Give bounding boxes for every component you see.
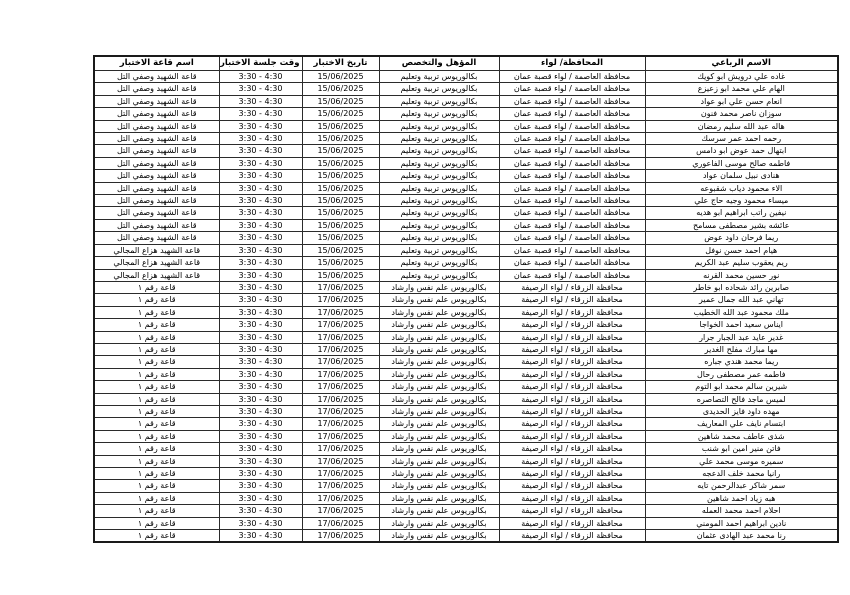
cell-full-name: سميره موسى محمد علي [645, 455, 838, 467]
cell-exam-date: 17/06/2025 [302, 405, 379, 417]
cell-full-name: صابرين رائد شحاده ابو خاطر [645, 281, 838, 293]
cell-qualification: بكالوريوس تربية وتعليم [379, 257, 499, 269]
cell-full-name: هبه زياد احمد شاهين [645, 492, 838, 504]
cell-full-name: الاء محمود دياب شقبوعه [645, 182, 838, 194]
cell-exam-hall: قاعة الشهيد وصفي التل [94, 133, 219, 145]
table-row [94, 120, 838, 132]
table-row [94, 331, 838, 343]
table-row [94, 257, 838, 269]
cell-full-name: ابتهال حمد عوض ابو دامس [645, 145, 838, 157]
cell-qualification: بكالوريوس تربية وتعليم [379, 170, 499, 182]
cell-exam-date: 15/06/2025 [302, 269, 379, 281]
cell-exam-date: 17/06/2025 [302, 468, 379, 480]
cell-full-name: غاده علي درويش ابو كويك [645, 71, 838, 83]
cell-governorate: محافظة الزرقاء / لواء الرصيفة [499, 319, 645, 331]
table-row [94, 480, 838, 492]
cell-full-name: ايناس سعيد احمد الخواجا [645, 319, 838, 331]
table-row [94, 443, 838, 455]
table-row [94, 418, 838, 430]
cell-exam-hall: قاعة رقم ١ [94, 343, 219, 355]
cell-exam-hall: قاعة رقم ١ [94, 368, 219, 380]
cell-exam-time: 3:30 - 4:30 [219, 232, 302, 244]
cell-exam-time: 3:30 - 4:30 [219, 207, 302, 219]
cell-qualification: بكالوريوس علم نفس وارشاد [379, 492, 499, 504]
table-row [94, 306, 838, 318]
cell-full-name: ريما فرحان داود عوض [645, 232, 838, 244]
cell-exam-date: 15/06/2025 [302, 120, 379, 132]
cell-qualification: بكالوريوس علم نفس وارشاد [379, 319, 499, 331]
cell-exam-time: 3:30 - 4:30 [219, 95, 302, 107]
cell-qualification: بكالوريوس علم نفس وارشاد [379, 430, 499, 442]
cell-exam-hall: قاعة رقم ١ [94, 281, 219, 293]
cell-full-name: لميس ماجد فالح التصاصره [645, 393, 838, 405]
cell-qualification: بكالوريوس علم نفس وارشاد [379, 443, 499, 455]
table-row [94, 108, 838, 120]
cell-exam-time: 3:30 - 4:30 [219, 71, 302, 83]
cell-exam-time: 3:30 - 4:30 [219, 319, 302, 331]
cell-governorate: محافظة العاصمة / لواء قصبة عمان [499, 157, 645, 169]
cell-exam-date: 15/06/2025 [302, 219, 379, 231]
cell-governorate: محافظة الزرقاء / لواء الرصيفة [499, 443, 645, 455]
cell-governorate: محافظة العاصمة / لواء قصبة عمان [499, 170, 645, 182]
cell-exam-hall: قاعة الشهيد وصفي التل [94, 182, 219, 194]
table-row [94, 356, 838, 368]
cell-exam-hall: قاعة رقم ١ [94, 331, 219, 343]
cell-qualification: بكالوريوس علم نفس وارشاد [379, 517, 499, 529]
cell-governorate: محافظة العاصمة / لواء قصبة عمان [499, 145, 645, 157]
cell-governorate: محافظة العاصمة / لواء قصبة عمان [499, 83, 645, 95]
cell-exam-date: 17/06/2025 [302, 306, 379, 318]
cell-full-name: هنادى نبيل سلمان عواد [645, 170, 838, 182]
cell-exam-hall: قاعة رقم ١ [94, 294, 219, 306]
cell-qualification: بكالوريوس علم نفس وارشاد [379, 281, 499, 293]
cell-governorate: محافظة العاصمة / لواء قصبة عمان [499, 269, 645, 281]
cell-qualification: بكالوريوس تربية وتعليم [379, 182, 499, 194]
cell-exam-time: 3:30 - 4:30 [219, 368, 302, 380]
table-row [94, 219, 838, 231]
cell-exam-time: 3:30 - 4:30 [219, 343, 302, 355]
cell-exam-hall: قاعة الشهيد وصفي التل [94, 71, 219, 83]
cell-exam-hall: قاعة رقم ١ [94, 418, 219, 430]
cell-full-name: هاله عبد الله سليم رمضان [645, 120, 838, 132]
cell-governorate: محافظة الزرقاء / لواء الرصيفة [499, 480, 645, 492]
table-row [94, 145, 838, 157]
cell-exam-time: 3:30 - 4:30 [219, 356, 302, 368]
cell-exam-date: 17/06/2025 [302, 356, 379, 368]
cell-exam-date: 17/06/2025 [302, 492, 379, 504]
cell-exam-date: 17/06/2025 [302, 418, 379, 430]
cell-exam-time: 3:30 - 4:30 [219, 219, 302, 231]
cell-exam-hall: قاعة رقم ١ [94, 356, 219, 368]
table-row [94, 368, 838, 380]
cell-exam-date: 15/06/2025 [302, 195, 379, 207]
cell-exam-date: 15/06/2025 [302, 257, 379, 269]
cell-exam-time: 3:30 - 4:30 [219, 381, 302, 393]
cell-qualification: بكالوريوس علم نفس وارشاد [379, 343, 499, 355]
cell-full-name: تهاني عبد الله جمال عمير [645, 294, 838, 306]
table-row [94, 232, 838, 244]
table-row [94, 430, 838, 442]
cell-exam-time: 3:30 - 4:30 [219, 430, 302, 442]
cell-full-name: عائشه بشير مصطفى مسامح [645, 219, 838, 231]
table-body [94, 71, 838, 543]
cell-full-name: فاطمه عمر مصطفى رحال [645, 368, 838, 380]
cell-exam-time: 3:30 - 4:30 [219, 443, 302, 455]
cell-exam-hall: قاعة رقم ١ [94, 517, 219, 529]
cell-exam-date: 15/06/2025 [302, 108, 379, 120]
cell-qualification: بكالوريوس تربية وتعليم [379, 95, 499, 107]
cell-exam-date: 17/06/2025 [302, 393, 379, 405]
cell-exam-time: 3:30 - 4:30 [219, 331, 302, 343]
cell-exam-hall: قاعة رقم ١ [94, 468, 219, 480]
cell-governorate: محافظة العاصمة / لواء قصبة عمان [499, 244, 645, 256]
cell-governorate: محافظة الزرقاء / لواء الرصيفة [499, 418, 645, 430]
table-row [94, 157, 838, 169]
cell-governorate: محافظة الزرقاء / لواء الرصيفة [499, 468, 645, 480]
cell-governorate: محافظة العاصمة / لواء قصبة عمان [499, 108, 645, 120]
table-row [94, 517, 838, 529]
cell-full-name: نادين ابراهيم احمد المومني [645, 517, 838, 529]
column-header-full-name: الاسم الرباعي [645, 56, 838, 71]
cell-exam-time: 3:30 - 4:30 [219, 244, 302, 256]
table-row [94, 170, 838, 182]
cell-exam-date: 15/06/2025 [302, 95, 379, 107]
cell-exam-date: 15/06/2025 [302, 170, 379, 182]
cell-governorate: محافظة الزرقاء / لواء الرصيفة [499, 505, 645, 517]
cell-full-name: ابتسام نايف علي المعاريف [645, 418, 838, 430]
cell-exam-time: 3:30 - 4:30 [219, 517, 302, 529]
cell-exam-date: 17/06/2025 [302, 443, 379, 455]
cell-exam-time: 3:30 - 4:30 [219, 505, 302, 517]
cell-exam-date: 17/06/2025 [302, 319, 379, 331]
cell-governorate: محافظة العاصمة / لواء قصبة عمان [499, 232, 645, 244]
cell-full-name: رانيا محمد خلف الدعجه [645, 468, 838, 480]
cell-governorate: محافظة العاصمة / لواء قصبة عمان [499, 71, 645, 83]
table-row [94, 182, 838, 194]
cell-full-name: احلام احمد محمد العمله [645, 505, 838, 517]
cell-exam-hall: قاعة الشهيد وصفي التل [94, 207, 219, 219]
cell-exam-hall: قاعة الشهيد وصفي التل [94, 219, 219, 231]
cell-qualification: بكالوريوس تربية وتعليم [379, 232, 499, 244]
cell-exam-time: 3:30 - 4:30 [219, 108, 302, 120]
cell-full-name: فاطمه صالح موسى الفاعوري [645, 157, 838, 169]
cell-governorate: محافظة العاصمة / لواء قصبة عمان [499, 182, 645, 194]
cell-governorate: محافظة العاصمة / لواء قصبة عمان [499, 257, 645, 269]
cell-exam-date: 17/06/2025 [302, 381, 379, 393]
cell-exam-hall: قاعة الشهيد هزاع المجالي [94, 269, 219, 281]
table-row [94, 343, 838, 355]
cell-exam-date: 15/06/2025 [302, 232, 379, 244]
table-row [94, 381, 838, 393]
table-row [94, 505, 838, 517]
table-row [94, 207, 838, 219]
cell-exam-date: 17/06/2025 [302, 517, 379, 529]
cell-exam-hall: قاعة الشهيد وصفي التل [94, 232, 219, 244]
column-header-exam-time: وقت جلسة الاختبار [219, 56, 302, 71]
table-row [94, 95, 838, 107]
cell-governorate: محافظة الزرقاء / لواء الرصيفة [499, 430, 645, 442]
column-header-qualification: المؤهل والتخصص [379, 56, 499, 71]
cell-exam-time: 3:30 - 4:30 [219, 257, 302, 269]
cell-governorate: محافظة الزرقاء / لواء الرصيفة [499, 530, 645, 543]
cell-full-name: ريم يعقوب سليم عبد الكريم [645, 257, 838, 269]
table-row [94, 530, 838, 543]
column-header-exam-date: تاريخ الاختبار [302, 56, 379, 71]
cell-governorate: محافظة العاصمة / لواء قصبة عمان [499, 95, 645, 107]
cell-qualification: بكالوريوس تربية وتعليم [379, 108, 499, 120]
cell-qualification: بكالوريوس علم نفس وارشاد [379, 468, 499, 480]
cell-exam-time: 3:30 - 4:30 [219, 145, 302, 157]
cell-exam-time: 3:30 - 4:30 [219, 306, 302, 318]
cell-governorate: محافظة الزرقاء / لواء الرصيفة [499, 356, 645, 368]
cell-exam-hall: قاعة رقم ١ [94, 492, 219, 504]
cell-qualification: بكالوريوس علم نفس وارشاد [379, 455, 499, 467]
table-row [94, 455, 838, 467]
cell-full-name: ملك محمود عبد الله الخطيب [645, 306, 838, 318]
cell-exam-date: 17/06/2025 [302, 281, 379, 293]
cell-exam-hall: قاعة الشهيد وصفي التل [94, 157, 219, 169]
cell-exam-hall: قاعة الشهيد وصفي التل [94, 145, 219, 157]
cell-governorate: محافظة الزرقاء / لواء الرصيفة [499, 405, 645, 417]
table-row [94, 319, 838, 331]
cell-governorate: محافظة العاصمة / لواء قصبة عمان [499, 195, 645, 207]
cell-qualification: بكالوريوس تربية وتعليم [379, 71, 499, 83]
cell-exam-hall: قاعة الشهيد هزاع المجالي [94, 257, 219, 269]
cell-qualification: بكالوريوس تربية وتعليم [379, 157, 499, 169]
cell-full-name: سوزان ناصر محمد فنون [645, 108, 838, 120]
cell-qualification: بكالوريوس تربية وتعليم [379, 120, 499, 132]
cell-qualification: بكالوريوس علم نفس وارشاد [379, 505, 499, 517]
cell-full-name: هيام احمد حسن نوفل [645, 244, 838, 256]
cell-governorate: محافظة العاصمة / لواء قصبة عمان [499, 133, 645, 145]
cell-governorate: محافظة العاصمة / لواء قصبة عمان [499, 207, 645, 219]
cell-exam-hall: قاعة الشهيد وصفي التل [94, 108, 219, 120]
cell-exam-time: 3:30 - 4:30 [219, 455, 302, 467]
table-row [94, 468, 838, 480]
cell-exam-time: 3:30 - 4:30 [219, 269, 302, 281]
cell-qualification: بكالوريوس تربية وتعليم [379, 145, 499, 157]
table-row [94, 393, 838, 405]
cell-qualification: بكالوريوس علم نفس وارشاد [379, 294, 499, 306]
cell-exam-hall: قاعة الشهيد وصفي التل [94, 170, 219, 182]
table-row [94, 195, 838, 207]
cell-qualification: بكالوريوس علم نفس وارشاد [379, 393, 499, 405]
table-row [94, 492, 838, 504]
cell-exam-hall: قاعة رقم ١ [94, 480, 219, 492]
cell-exam-hall: قاعة الشهيد وصفي التل [94, 195, 219, 207]
cell-governorate: محافظة الزرقاء / لواء الرصيفة [499, 281, 645, 293]
cell-exam-time: 3:30 - 4:30 [219, 182, 302, 194]
cell-exam-date: 17/06/2025 [302, 343, 379, 355]
cell-exam-date: 15/06/2025 [302, 157, 379, 169]
cell-exam-hall: قاعة الشهيد وصفي التل [94, 95, 219, 107]
cell-exam-hall: قاعة الشهيد هزاع المجالي [94, 244, 219, 256]
cell-exam-date: 17/06/2025 [302, 480, 379, 492]
cell-exam-hall: قاعة رقم ١ [94, 455, 219, 467]
cell-exam-time: 3:30 - 4:30 [219, 393, 302, 405]
cell-full-name: رحمه احمد عمر سرسك [645, 133, 838, 145]
table-row [94, 71, 838, 83]
cell-qualification: بكالوريوس تربية وتعليم [379, 83, 499, 95]
cell-qualification: بكالوريوس علم نفس وارشاد [379, 306, 499, 318]
cell-exam-date: 17/06/2025 [302, 430, 379, 442]
cell-exam-date: 15/06/2025 [302, 145, 379, 157]
cell-exam-hall: قاعة الشهيد وصفي التل [94, 120, 219, 132]
cell-exam-time: 3:30 - 4:30 [219, 157, 302, 169]
cell-exam-date: 15/06/2025 [302, 182, 379, 194]
cell-governorate: محافظة الزرقاء / لواء الرصيفة [499, 393, 645, 405]
cell-qualification: بكالوريوس تربية وتعليم [379, 244, 499, 256]
cell-exam-date: 17/06/2025 [302, 530, 379, 543]
cell-exam-hall: قاعة رقم ١ [94, 319, 219, 331]
table-row [94, 83, 838, 95]
cell-governorate: محافظة الزرقاء / لواء الرصيفة [499, 294, 645, 306]
cell-full-name: الهام علي محمد ابو زعيزع [645, 83, 838, 95]
table-row [94, 405, 838, 417]
cell-exam-time: 3:30 - 4:30 [219, 480, 302, 492]
cell-qualification: بكالوريوس تربية وتعليم [379, 195, 499, 207]
table-row [94, 281, 838, 293]
cell-exam-time: 3:30 - 4:30 [219, 83, 302, 95]
cell-exam-hall: قاعة رقم ١ [94, 505, 219, 517]
cell-exam-time: 3:30 - 4:30 [219, 492, 302, 504]
cell-exam-hall: قاعة رقم ١ [94, 405, 219, 417]
cell-qualification: بكالوريوس علم نفس وارشاد [379, 331, 499, 343]
cell-qualification: بكالوريوس تربية وتعليم [379, 207, 499, 219]
table-row [94, 133, 838, 145]
cell-exam-time: 3:30 - 4:30 [219, 170, 302, 182]
cell-governorate: محافظة العاصمة / لواء قصبة عمان [499, 219, 645, 231]
cell-exam-time: 3:30 - 4:30 [219, 120, 302, 132]
cell-qualification: بكالوريوس علم نفس وارشاد [379, 480, 499, 492]
cell-qualification: بكالوريوس علم نفس وارشاد [379, 368, 499, 380]
cell-exam-hall: قاعة رقم ١ [94, 306, 219, 318]
cell-exam-date: 17/06/2025 [302, 368, 379, 380]
cell-full-name: ميساء محمود وجيه حاج علي [645, 195, 838, 207]
cell-qualification: بكالوريوس علم نفس وارشاد [379, 530, 499, 543]
cell-exam-time: 3:30 - 4:30 [219, 468, 302, 480]
cell-governorate: محافظة الزرقاء / لواء الرصيفة [499, 381, 645, 393]
cell-governorate: محافظة الزرقاء / لواء الرصيفة [499, 331, 645, 343]
cell-governorate: محافظة الزرقاء / لواء الرصيفة [499, 368, 645, 380]
cell-exam-hall: قاعة الشهيد وصفي التل [94, 83, 219, 95]
cell-exam-time: 3:30 - 4:30 [219, 195, 302, 207]
cell-full-name: رنا محمد عبد الهادى عثمان [645, 530, 838, 543]
cell-exam-date: 17/06/2025 [302, 505, 379, 517]
cell-full-name: سمر شاكر عبدالرحمن تايه [645, 480, 838, 492]
exam-schedule-table [93, 55, 839, 543]
cell-exam-time: 3:30 - 4:30 [219, 418, 302, 430]
column-header-governorate: المحافظة/ لواء [499, 56, 645, 71]
cell-exam-time: 3:30 - 4:30 [219, 133, 302, 145]
cell-governorate: محافظة العاصمة / لواء قصبة عمان [499, 120, 645, 132]
cell-exam-date: 15/06/2025 [302, 133, 379, 145]
cell-full-name: نيفين راتب ابراهيم ابو هديه [645, 207, 838, 219]
cell-governorate: محافظة الزرقاء / لواء الرصيفة [499, 517, 645, 529]
cell-exam-date: 15/06/2025 [302, 71, 379, 83]
table-row [94, 294, 838, 306]
cell-qualification: بكالوريوس تربية وتعليم [379, 133, 499, 145]
cell-exam-date: 15/06/2025 [302, 207, 379, 219]
cell-full-name: مهده داود فايز الحديدى [645, 405, 838, 417]
cell-full-name: شيرين سالم محمد ابو التوم [645, 381, 838, 393]
cell-exam-date: 15/06/2025 [302, 83, 379, 95]
cell-full-name: شذى عاطف محمد شاهين [645, 430, 838, 442]
cell-qualification: بكالوريوس علم نفس وارشاد [379, 356, 499, 368]
header-row [94, 56, 838, 71]
cell-exam-hall: قاعة رقم ١ [94, 530, 219, 543]
cell-full-name: ريما محمد هندي جباره [645, 356, 838, 368]
cell-exam-hall: قاعة رقم ١ [94, 430, 219, 442]
cell-qualification: بكالوريوس علم نفس وارشاد [379, 381, 499, 393]
cell-exam-time: 3:30 - 4:30 [219, 294, 302, 306]
cell-qualification: بكالوريوس تربية وتعليم [379, 269, 499, 281]
cell-full-name: غدير عايد عبد الجبار جرار [645, 331, 838, 343]
cell-exam-date: 17/06/2025 [302, 331, 379, 343]
column-header-exam-hall: اسم قاعة الاختبار [94, 56, 219, 71]
cell-exam-hall: قاعة رقم ١ [94, 381, 219, 393]
cell-governorate: محافظة الزرقاء / لواء الرصيفة [499, 492, 645, 504]
cell-full-name: نور حسين محمد القرنه [645, 269, 838, 281]
table-row [94, 269, 838, 281]
cell-full-name: فاتن منير امين ابو شنب [645, 443, 838, 455]
cell-exam-time: 3:30 - 4:30 [219, 405, 302, 417]
cell-exam-date: 17/06/2025 [302, 294, 379, 306]
cell-exam-date: 15/06/2025 [302, 244, 379, 256]
cell-qualification: بكالوريوس تربية وتعليم [379, 219, 499, 231]
cell-qualification: بكالوريوس علم نفس وارشاد [379, 405, 499, 417]
cell-exam-hall: قاعة رقم ١ [94, 393, 219, 405]
cell-full-name: مها مبارك مفلح الغدير [645, 343, 838, 355]
cell-qualification: بكالوريوس علم نفس وارشاد [379, 418, 499, 430]
cell-governorate: محافظة الزرقاء / لواء الرصيفة [499, 306, 645, 318]
cell-full-name: انعام حسن علي ابو عواد [645, 95, 838, 107]
cell-exam-time: 3:30 - 4:30 [219, 281, 302, 293]
cell-exam-time: 3:30 - 4:30 [219, 530, 302, 543]
cell-exam-date: 17/06/2025 [302, 455, 379, 467]
table-row [94, 244, 838, 256]
cell-governorate: محافظة الزرقاء / لواء الرصيفة [499, 455, 645, 467]
cell-governorate: محافظة الزرقاء / لواء الرصيفة [499, 343, 645, 355]
cell-exam-hall: قاعة رقم ١ [94, 443, 219, 455]
